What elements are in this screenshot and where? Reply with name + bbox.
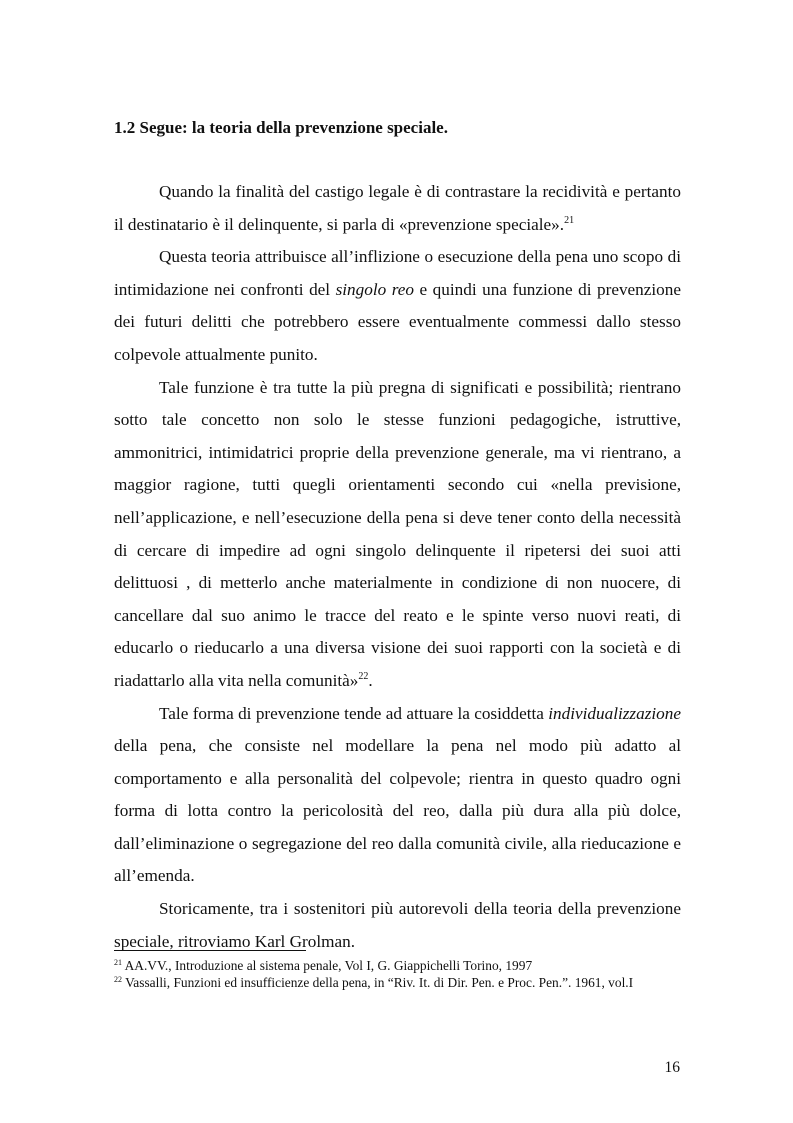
paragraph bbox=[114, 698, 681, 894]
paragraph-text: Tale forma di prevenzione tende ad attuare la cosiddetta bbox=[159, 703, 549, 723]
footnote bbox=[114, 974, 681, 991]
paragraph bbox=[114, 176, 681, 241]
footnote-text: Vassalli, Funzioni ed insufficienze della pena, in “Riv. It. di Dir. Pen. e Proc. Pen.”. 1961, vol.I bbox=[122, 975, 634, 990]
paragraph bbox=[114, 241, 681, 371]
italic-term: singolo reo bbox=[335, 279, 415, 299]
paragraph bbox=[114, 372, 681, 698]
paragraph-text: Questa teoria attribuisce all’inflizione o esecuzione della pena uno scopo di intimidazione nei confronti del bbox=[114, 247, 681, 299]
paragraph-text: Tale funzione è tra tutte la più pregna di significati e possibilità; rientrano sotto tale concetto non solo le stesse funzioni pedagogiche, istruttive, ammonitrici, intimidatrici proprie della prevenzione generale, ma vi rientrano, a maggior ragione, tutti quegli orientamenti secondo cui «nella previsione, nell’applicazione, e nell’esecuzione della pena si deve tener conto della necessità di cercare di impedire ad ogni singolo delinquente il ripetersi dei suoi atti delittuosi , di metterlo anche materialmente in condizione di non nuocere, di cancellare dal suo animo le tracce del reato e le spinte verso nuovi reati, di educarlo o rieducarlo a una diversa visione dei suoi rapporti con la società e di riadattarlo alla vita nella comunità» bbox=[114, 377, 681, 690]
body-text bbox=[114, 176, 681, 958]
section-heading: 1.2 Segue: la teoria della prevenzione speciale. bbox=[114, 118, 448, 137]
paragraph bbox=[114, 893, 681, 958]
footnote-divider bbox=[114, 950, 306, 951]
paragraph-text: Storicamente, tra i sostenitori più autorevoli della teoria della prevenzione speciale, ritroviamo Karl Grolman. bbox=[114, 899, 681, 951]
paragraph-text: . bbox=[368, 670, 373, 690]
paragraph-text: e quindi una funzione di prevenzione dei futuri delitti che potrebbero essere eventualmente commessi dallo stesso colpevole attualmente punito. bbox=[114, 279, 681, 364]
paragraph-text: della pena, che consiste nel modellare la pena nel modo più adatto al comportamento e alla personalità del colpevole; rientra in questo quadro ogni forma di lotta contro la pericolosità del reo, dalla più dura alla più dolce, dall’eliminazione o segregazione del reo dalla comunità civile, alla rieducazione e all’emenda. bbox=[114, 736, 681, 886]
italic-term: individualizzazione bbox=[548, 703, 681, 723]
footnotes bbox=[114, 957, 681, 991]
page-number: 16 bbox=[664, 1059, 680, 1076]
footnote-ref[interactable]: 22 bbox=[358, 670, 369, 682]
footnote-number: 21 bbox=[114, 958, 122, 967]
footnote-number: 22 bbox=[114, 975, 122, 984]
footnote-text: AA.VV., Introduzione al sistema penale, Vol I, G. Giappichelli Torino, 1997 bbox=[122, 958, 533, 973]
footnote-ref[interactable]: 21 bbox=[564, 214, 575, 226]
paragraph-text: Quando la finalità del castigo legale è di contrastare la recidività e pertanto il destinatario è il delinquente, si parla di «prevenzione speciale». bbox=[114, 182, 681, 234]
footnote bbox=[114, 957, 681, 974]
